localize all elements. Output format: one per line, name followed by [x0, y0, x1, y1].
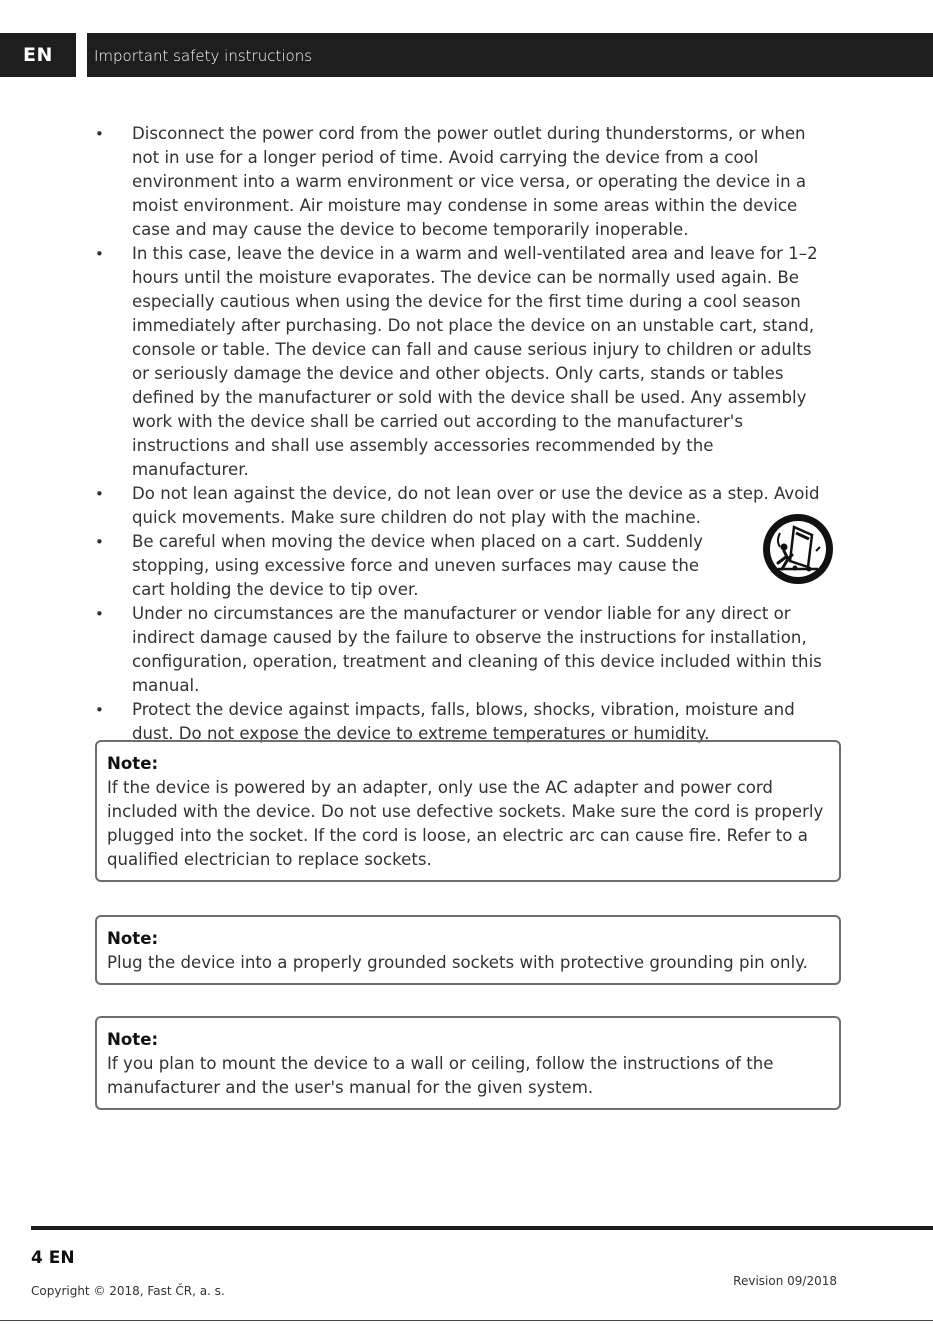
bullet-dot: • — [95, 533, 104, 551]
bullet-text: Be careful when moving the device when placed on a cart. Suddenly stopping, using excessive force and uneven surfaces may cause the cart holding the device to tip over. — [132, 532, 703, 599]
note-title: Note: — [107, 1030, 159, 1049]
section-title: Important safety instructions — [94, 47, 313, 65]
note-title: Note: — [107, 929, 159, 948]
note-box — [95, 740, 841, 882]
list-item — [0, 530, 730, 602]
header-bar — [0, 33, 933, 77]
list-item — [0, 122, 830, 242]
copyright-text: Copyright © 2018, Fast ČR, a. s. — [31, 1284, 225, 1298]
bullet-dot: • — [95, 125, 104, 143]
note-box — [95, 915, 841, 985]
cart-tip-over-warning-icon — [760, 511, 836, 587]
note-text: If the device is powered by an adapter, only use the AC adapter and power cord included with the device. Do not use defective sockets. Make sure the cord is properly plugged into the socket. If the cord is loose, an electric arc can cause fire. Refer to a qualified electrician to replace sockets. — [107, 778, 824, 869]
list-item — [0, 482, 830, 530]
note-text: Plug the device into a properly grounded sockets with protective grounding pin only. — [107, 953, 808, 972]
bullet-text: Disconnect the power cord from the power outlet during thunderstorms, or when not in use for a longer period of time. Avoid carrying the device from a cool environment into a warm environment or vice versa, or operating the device in a moist environment. Air moisture may condense in some areas within the device case and may cause the device to become temporarily inoperable. — [132, 124, 807, 239]
language-tag: EN — [23, 44, 53, 66]
revision-text: Revision 09/2018 — [733, 1274, 837, 1288]
list-item — [0, 602, 830, 698]
list-item — [0, 698, 830, 746]
bullet-text: Do not lean against the device, do not lean over or use the device as a step. Avoid quick movements. Make sure children do not play with the machine. — [132, 484, 820, 527]
bullet-dot: • — [95, 701, 104, 719]
note-box — [95, 1016, 841, 1110]
list-item — [0, 242, 830, 482]
page-number: 4 EN — [31, 1248, 75, 1268]
safety-bullet-list — [0, 122, 933, 746]
bullet-dot: • — [95, 605, 104, 623]
note-title: Note: — [107, 754, 159, 773]
header-separator — [76, 33, 87, 77]
bottom-divider — [0, 1320, 933, 1321]
bullet-dot: • — [95, 485, 104, 503]
note-text: If you plan to mount the device to a wall or ceiling, follow the instructions of the manufacturer and the user's manual for the given system. — [107, 1054, 774, 1097]
bullet-dot: • — [95, 245, 104, 263]
bullet-text: Under no circumstances are the manufacturer or vendor liable for any direct or indirect damage caused by the failure to observe the instructions for installation, configuration, operation, treatment and cleaning of this device included within this manual. — [132, 604, 822, 695]
bullet-text: In this case, leave the device in a warm and well-ventilated area and leave for 1–2 hours until the moisture evaporates. The device can be normally used again. Be especially cautious when using the device for the first time during a cool season immediately after purchasing. Do not place the device on an unstable cart, stand, console or table. The device can fall and cause serious injury to children or adults or seriously damage the device and other objects. Only carts, stands or tables defined by the manufacturer or sold with the device shall be used. Any assembly work with the device shall be carried out according to the manufacturer's instructions and shall use assembly accessories recommended by the manufacturer. — [132, 244, 818, 479]
footer-divider — [31, 1226, 933, 1230]
bullet-text: Protect the device against impacts, falls, blows, shocks, vibration, moisture and dust. Do not expose the device to extreme temperatures or humidity. — [132, 700, 795, 743]
